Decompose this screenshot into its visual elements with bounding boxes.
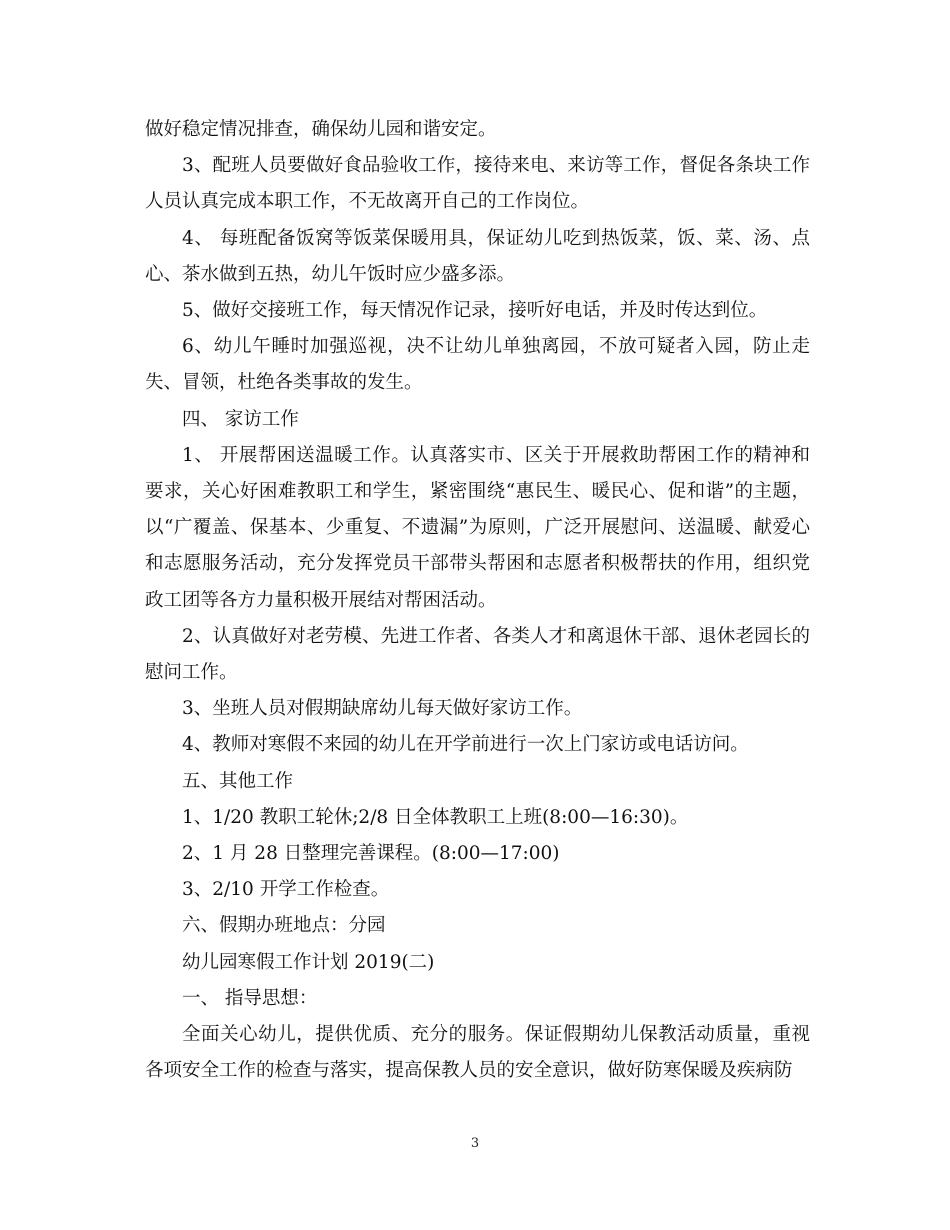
paragraph: 全面关心幼儿，提供优质、充分的服务。保证假期幼儿保教活动质量，重视各项安全工作的检查与落实，提高保教人员的安全意识，做好防寒保暖及疾病防 [145,1024,810,1082]
paragraph: 6、幼儿午睡时加强巡视，决不让幼儿单独离园，不放可疑者入园，防止走失、冒领，杜绝各类事故的发生。 [145,336,810,394]
paragraph: 1、 开展帮困送温暖工作。认真落实市、区关于开展救助帮困工作的精神和要求，关心好困难教职工和学生，紧密围绕“惠民生、暖民心、促和谐”的主题，以“广覆盖、保基本、少重复、不遗漏”为原则，广泛开展慰问、送温暖、献爱心和志愿服务活动，充分发挥党员干部带头帮困和志愿者积极帮扶的作用，组织党政工团等各方力量积极开展结对帮困活动。 [145,444,810,611]
section-heading: 五、其他工作 [182,770,294,792]
section-heading: 一、 指导思想： [182,987,318,1009]
section-heading: 四、 家访工作 [182,408,299,430]
paragraph: 3、配班人员要做好食品验收工作，接待来电、来访等工作，督促各条块工作人员认真完成本职工作，不无故离开自己的工作岗位。 [145,155,810,213]
paragraph: 4、 每班配备饭窝等饭菜保暖用具，保证幼儿吃到热饭菜，饭、菜、汤、点心、茶水做到五热，幼儿午饭时应少盛多添。 [145,227,810,285]
paragraph: 5、做好交接班工作，每天情况作记录，接听好电话，并及时传达到位。 [182,300,768,322]
paragraph: 2、1 月 28 日整理完善课程。(8:00—17:00) [182,843,560,865]
body-text [145,112,810,1089]
paragraph: 3、坐班人员对假期缺席幼儿每天做好家访工作。 [182,698,583,720]
paragraph: 2、认真做好对老劳模、先进工作者、各类人才和离退休干部、退休老园长的慰问工作。 [145,625,810,684]
paragraph: 4、教师对寒假不来园的幼儿在开学前进行一次上门家访或电话访问。 [182,734,749,756]
section-heading: 六、假期办班地点：分园 [182,915,386,937]
document-subtitle: 幼儿园寒假工作计划 2019(二) [182,951,435,973]
page-number: 3 [470,1136,480,1151]
paragraph: 做好稳定情况排查，确保幼儿园和谐安定。 [145,119,497,140]
paragraph: 3、2/10 开学工作检查。 [182,879,390,901]
paragraph: 1、1/20 教职工轮休;2/8 日全体教职工上班(8:00—16:30)。 [182,806,689,828]
